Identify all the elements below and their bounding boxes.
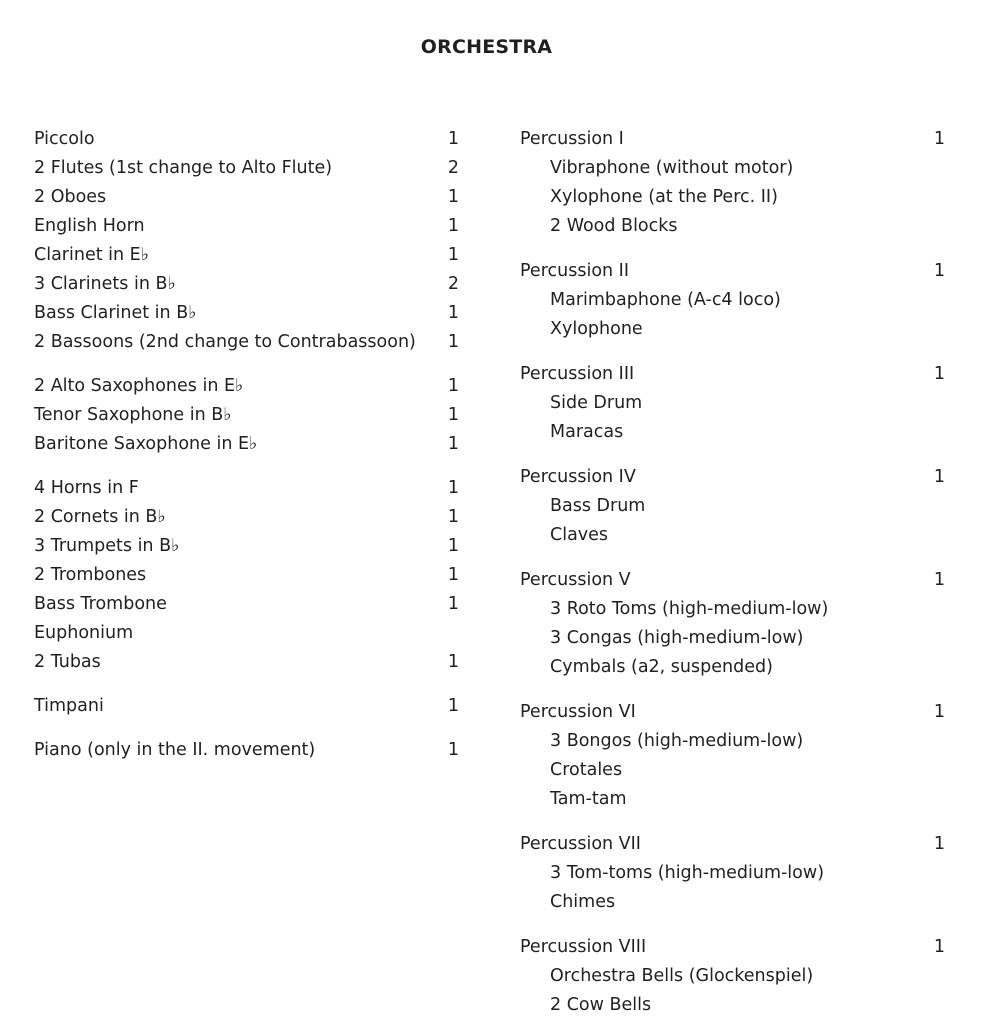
instrument-row bbox=[34, 474, 459, 503]
instrument-name: 3 Tom-toms (high-medium-low) bbox=[550, 863, 825, 883]
percussion-section-row bbox=[520, 257, 945, 286]
player-count: 1 bbox=[447, 332, 459, 352]
section-name: 2 Bassoons (2nd change to Contrabassoon) bbox=[34, 332, 416, 352]
group-spacer bbox=[520, 682, 945, 698]
instrument-row bbox=[34, 299, 459, 328]
section-name: Percussion V bbox=[520, 570, 631, 590]
player-count: 1 bbox=[447, 405, 459, 425]
section-name: Euphonium bbox=[34, 623, 134, 643]
instrument-row bbox=[34, 183, 459, 212]
group-spacer bbox=[520, 344, 945, 360]
section-name: Piccolo bbox=[34, 129, 95, 149]
player-count: 1 bbox=[447, 216, 459, 236]
section-name: English Horn bbox=[34, 216, 145, 236]
section-name: Percussion VIII bbox=[520, 937, 647, 957]
percussion-instrument-row bbox=[520, 859, 945, 888]
section-name: 2 Cornets in B♭ bbox=[34, 507, 166, 527]
section-name: Percussion VII bbox=[520, 834, 641, 854]
player-count: 1 bbox=[447, 434, 459, 454]
player-count: 2 bbox=[447, 274, 459, 294]
section-name: 2 Alto Saxophones in E♭ bbox=[34, 376, 244, 396]
instrument-name: Bass Drum bbox=[550, 496, 646, 516]
section-name: Percussion III bbox=[520, 364, 635, 384]
instrument-row bbox=[34, 125, 459, 154]
section-name: 2 Flutes (1st change to Alto Flute) bbox=[34, 158, 333, 178]
percussion-section-row bbox=[520, 566, 945, 595]
instrument-name: 2 Wood Blocks bbox=[550, 216, 678, 236]
percussion-instrument-row bbox=[520, 888, 945, 917]
player-count: 1 bbox=[447, 376, 459, 396]
group-spacer bbox=[34, 357, 459, 372]
player-count: 1 bbox=[933, 261, 945, 281]
group-spacer bbox=[520, 550, 945, 566]
wind-brass-column bbox=[34, 125, 459, 765]
instrument-name: Marimbaphone (A-c4 loco) bbox=[550, 290, 781, 310]
instrument-row bbox=[34, 590, 459, 619]
percussion-instrument-row bbox=[520, 653, 945, 682]
instrument-name: Tam-tam bbox=[550, 789, 627, 809]
player-count: 1 bbox=[933, 467, 945, 487]
instrument-row bbox=[34, 372, 459, 401]
instrument-name: Cymbals (a2, suspended) bbox=[550, 657, 773, 677]
percussion-instrument-row bbox=[520, 183, 945, 212]
instrument-row bbox=[34, 561, 459, 590]
player-count: 1 bbox=[933, 364, 945, 384]
percussion-instrument-row bbox=[520, 595, 945, 624]
instrument-name: 3 Bongos (high-medium-low) bbox=[550, 731, 804, 751]
percussion-section-row bbox=[520, 830, 945, 859]
player-count: 1 bbox=[447, 245, 459, 265]
instrument-name: Claves bbox=[550, 525, 609, 545]
section-name: Baritone Saxophone in E♭ bbox=[34, 434, 258, 454]
percussion-instrument-row bbox=[520, 756, 945, 785]
percussion-instrument-row bbox=[520, 521, 945, 550]
percussion-instrument-row bbox=[520, 727, 945, 756]
instrument-row bbox=[34, 328, 459, 357]
group-spacer bbox=[34, 677, 459, 692]
instrument-row bbox=[34, 430, 459, 459]
percussion-column bbox=[520, 125, 945, 1020]
section-name: 3 Clarinets in B♭ bbox=[34, 274, 176, 294]
section-name: Percussion IV bbox=[520, 467, 636, 487]
section-name: Bass Clarinet in B♭ bbox=[34, 303, 197, 323]
percussion-instrument-row bbox=[520, 991, 945, 1020]
instrument-name: Chimes bbox=[550, 892, 616, 912]
section-name: Clarinet in E♭ bbox=[34, 245, 149, 265]
instrument-row bbox=[34, 154, 459, 183]
player-count: 1 bbox=[933, 129, 945, 149]
percussion-section-row bbox=[520, 360, 945, 389]
player-count: 1 bbox=[447, 740, 459, 760]
player-count: 1 bbox=[447, 652, 459, 672]
instrument-row bbox=[34, 212, 459, 241]
player-count: 1 bbox=[447, 565, 459, 585]
instrument-name: 3 Congas (high-medium-low) bbox=[550, 628, 804, 648]
player-count: 1 bbox=[447, 536, 459, 556]
section-name: 2 Tubas bbox=[34, 652, 101, 672]
player-count: 1 bbox=[447, 478, 459, 498]
instrument-row bbox=[34, 692, 459, 721]
percussion-instrument-row bbox=[520, 418, 945, 447]
instrument-row bbox=[34, 241, 459, 270]
section-name: Tenor Saxophone in B♭ bbox=[34, 405, 232, 425]
player-count: 1 bbox=[447, 507, 459, 527]
section-name: 3 Trumpets in B♭ bbox=[34, 536, 180, 556]
percussion-section-row bbox=[520, 125, 945, 154]
section-name: Timpani bbox=[34, 696, 104, 716]
percussion-instrument-row bbox=[520, 315, 945, 344]
player-count: 1 bbox=[933, 937, 945, 957]
instrument-row bbox=[34, 736, 459, 765]
instrument-name: Orchestra Bells (Glockenspiel) bbox=[550, 966, 814, 986]
instrument-row bbox=[34, 270, 459, 299]
player-count: 1 bbox=[933, 834, 945, 854]
percussion-instrument-row bbox=[520, 286, 945, 315]
percussion-instrument-row bbox=[520, 492, 945, 521]
group-spacer bbox=[520, 814, 945, 830]
percussion-instrument-row bbox=[520, 962, 945, 991]
percussion-section-row bbox=[520, 463, 945, 492]
instrument-name: Xylophone bbox=[550, 319, 643, 339]
player-count: 1 bbox=[447, 696, 459, 716]
group-spacer bbox=[520, 917, 945, 933]
instrument-name: 2 Cow Bells bbox=[550, 995, 652, 1015]
section-name: 2 Oboes bbox=[34, 187, 107, 207]
percussion-instrument-row bbox=[520, 624, 945, 653]
instrument-name: Side Drum bbox=[550, 393, 643, 413]
instrument-row bbox=[34, 648, 459, 677]
instrument-name: Xylophone (at the Perc. II) bbox=[550, 187, 778, 207]
instrument-row bbox=[34, 532, 459, 561]
instrument-row bbox=[34, 619, 459, 648]
percussion-instrument-row bbox=[520, 154, 945, 183]
percussion-section-row bbox=[520, 933, 945, 962]
instrument-name: Maracas bbox=[550, 422, 624, 442]
percussion-instrument-row bbox=[520, 389, 945, 418]
group-spacer bbox=[520, 241, 945, 257]
instrument-row bbox=[34, 503, 459, 532]
player-count: 1 bbox=[447, 303, 459, 323]
percussion-instrument-row bbox=[520, 212, 945, 241]
section-name: Bass Trombone bbox=[34, 594, 167, 614]
group-spacer bbox=[520, 447, 945, 463]
player-count: 1 bbox=[933, 570, 945, 590]
section-name: Piano (only in the II. movement) bbox=[34, 740, 316, 760]
instrument-name: Crotales bbox=[550, 760, 623, 780]
instrument-name: Vibraphone (without motor) bbox=[550, 158, 794, 178]
group-spacer bbox=[34, 459, 459, 474]
instrument-name: 3 Roto Toms (high-medium-low) bbox=[550, 599, 829, 619]
section-name: 2 Trombones bbox=[34, 565, 147, 585]
percussion-section-row bbox=[520, 698, 945, 727]
page-title: ORCHESTRA bbox=[420, 36, 553, 58]
player-count: 1 bbox=[447, 594, 459, 614]
section-name: Percussion VI bbox=[520, 702, 636, 722]
percussion-instrument-row bbox=[520, 785, 945, 814]
player-count: 1 bbox=[933, 702, 945, 722]
player-count: 1 bbox=[447, 129, 459, 149]
player-count: 2 bbox=[447, 158, 459, 178]
section-name: 4 Horns in F bbox=[34, 478, 139, 498]
group-spacer bbox=[34, 721, 459, 736]
section-name: Percussion I bbox=[520, 129, 624, 149]
player-count: 1 bbox=[447, 187, 459, 207]
section-name: Percussion II bbox=[520, 261, 629, 281]
instrument-row bbox=[34, 401, 459, 430]
